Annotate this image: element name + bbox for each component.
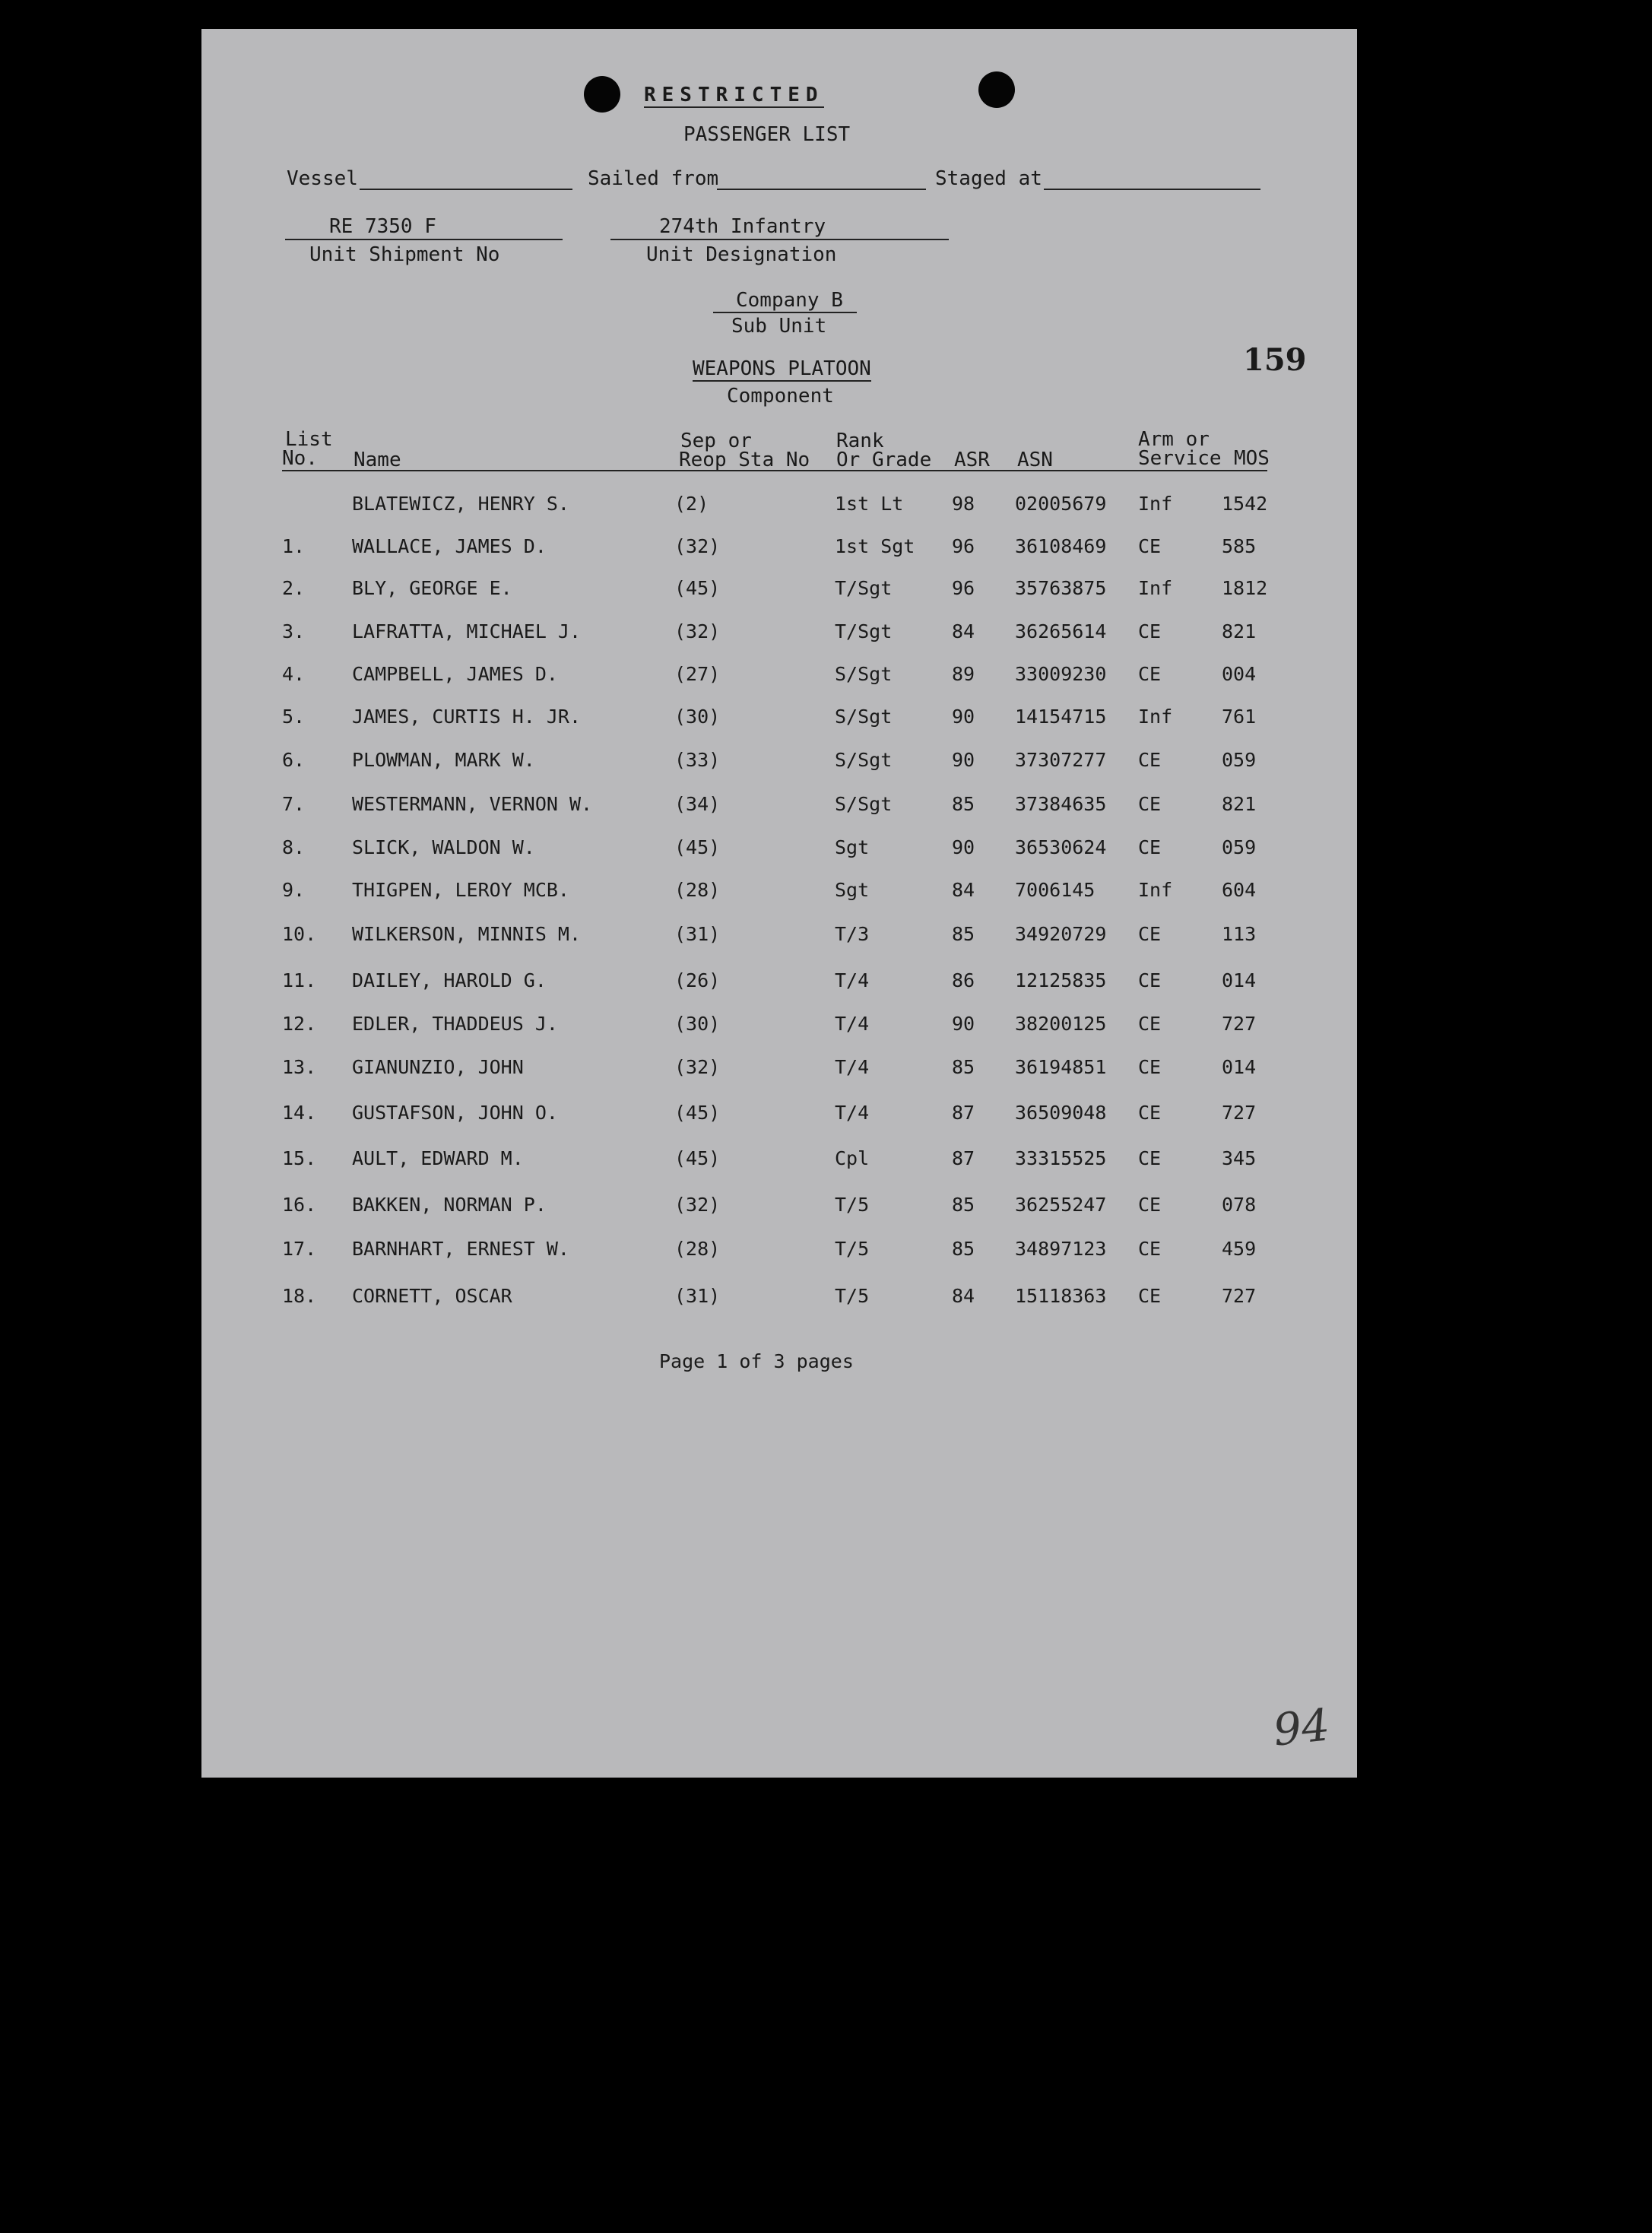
cell-arm-service: CE — [1138, 969, 1162, 991]
cell-passenger-name: THIGPEN, LEROY MCB. — [352, 879, 569, 901]
cell-list-no: 4. — [282, 663, 306, 685]
cell-list-no: 11. — [282, 969, 317, 991]
cell-asn: 15118363 — [1015, 1285, 1107, 1307]
shipment-number: RE 7350 F — [329, 215, 436, 238]
cell-passenger-name: EDLER, THADDEUS J. — [352, 1013, 558, 1035]
cell-sep-station: (34) — [674, 793, 721, 815]
col-rank-top: Rank — [836, 430, 884, 452]
cell-sep-station: (32) — [674, 620, 721, 642]
cell-arm-service: CE — [1138, 663, 1162, 685]
cell-asr: 85 — [952, 793, 975, 815]
cell-rank: S/Sgt — [835, 793, 893, 815]
cell-passenger-name: WESTERMANN, VERNON W. — [352, 793, 593, 815]
unit-designation-label: Unit Designation — [646, 243, 837, 266]
cell-mos: 014 — [1222, 1056, 1257, 1078]
cell-asn: 33009230 — [1015, 663, 1107, 685]
cell-asr: 85 — [952, 1056, 975, 1078]
cell-arm-service: CE — [1138, 1147, 1162, 1169]
cell-arm-service: CE — [1138, 749, 1162, 771]
cell-list-no: 16. — [282, 1194, 317, 1216]
cell-sep-station: (31) — [674, 923, 721, 945]
cell-asr: 86 — [952, 969, 975, 991]
cell-asr: 96 — [952, 535, 975, 557]
cell-sep-station: (30) — [674, 706, 721, 728]
shipment-number-line — [285, 239, 563, 240]
cell-arm-service: Inf — [1138, 879, 1173, 901]
cell-sep-station: (45) — [674, 1102, 721, 1124]
cell-arm-service: CE — [1138, 1285, 1162, 1307]
cell-list-no: 17. — [282, 1238, 317, 1260]
cell-list-no: 12. — [282, 1013, 317, 1035]
cell-asn: 36194851 — [1015, 1056, 1107, 1078]
sailed-from-label: Sailed from — [588, 167, 719, 190]
cell-list-no: 2. — [282, 577, 306, 599]
cell-asn: 14154715 — [1015, 706, 1107, 728]
cell-mos: 821 — [1222, 620, 1257, 642]
sub-unit: Company B — [713, 289, 857, 313]
cell-asn: 02005679 — [1015, 493, 1107, 515]
cell-sep-station: (33) — [674, 749, 721, 771]
cell-list-no: 7. — [282, 793, 306, 815]
cell-sep-station: (32) — [674, 1194, 721, 1216]
cell-asn: 37307277 — [1015, 749, 1107, 771]
cell-rank: Cpl — [835, 1147, 870, 1169]
cell-sep-station: (45) — [674, 1147, 721, 1169]
cell-sep-station: (31) — [674, 1285, 721, 1307]
shipment-number-label: Unit Shipment No — [309, 243, 500, 266]
cell-arm-service: Inf — [1138, 493, 1173, 515]
page-number: 159 — [1243, 342, 1307, 378]
cell-rank: T/3 — [835, 923, 870, 945]
cell-passenger-name: WALLACE, JAMES D. — [352, 535, 547, 557]
component: WEAPONS PLATOON — [693, 357, 871, 380]
vessel-field — [360, 189, 572, 190]
unit-designation-line — [610, 239, 949, 240]
cell-passenger-name: SLICK, WALDON W. — [352, 836, 535, 858]
cell-asn: 36255247 — [1015, 1194, 1107, 1216]
col-rank-bottom: Or Grade — [836, 449, 932, 471]
cell-list-no: 14. — [282, 1102, 317, 1124]
cell-passenger-name: BLATEWICZ, HENRY S. — [352, 493, 569, 515]
cell-arm-service: CE — [1138, 836, 1162, 858]
cell-passenger-name: CORNETT, OSCAR — [352, 1285, 512, 1307]
cell-list-no: 6. — [282, 749, 306, 771]
cell-sep-station: (27) — [674, 663, 721, 685]
cell-mos: 1542 — [1222, 493, 1268, 515]
cell-rank: T/Sgt — [835, 577, 893, 599]
col-sep-bottom: Reop Sta No — [679, 449, 810, 471]
cell-rank: T/4 — [835, 1013, 870, 1035]
cell-arm-service: Inf — [1138, 706, 1173, 728]
cell-sep-station: (32) — [674, 1056, 721, 1078]
cell-sep-station: (28) — [674, 1238, 721, 1260]
cell-asr: 90 — [952, 836, 975, 858]
col-arm-top: Arm or — [1138, 428, 1210, 451]
cell-arm-service: Inf — [1138, 577, 1173, 599]
cell-mos: 727 — [1222, 1013, 1257, 1035]
cell-rank: T/5 — [835, 1238, 870, 1260]
cell-arm-service: CE — [1138, 620, 1162, 642]
cell-mos: 014 — [1222, 969, 1257, 991]
handwritten-number: 94 — [1270, 1699, 1333, 1756]
cell-list-no: 1. — [282, 535, 306, 557]
cell-asn: 35763875 — [1015, 577, 1107, 599]
header-rule — [282, 470, 1267, 471]
cell-mos: 059 — [1222, 836, 1257, 858]
cell-asn: 33315525 — [1015, 1147, 1107, 1169]
cell-asn: 12125835 — [1015, 969, 1107, 991]
cell-list-no: 13. — [282, 1056, 317, 1078]
cell-sep-station: (45) — [674, 836, 721, 858]
cell-passenger-name: WILKERSON, MINNIS M. — [352, 923, 582, 945]
col-list-no-bottom: No. — [282, 447, 318, 470]
col-sep-top: Sep or — [680, 430, 752, 452]
cell-asn: 36530624 — [1015, 836, 1107, 858]
cell-list-no: 9. — [282, 879, 306, 901]
staged-at-field — [1044, 189, 1260, 190]
cell-asr: 96 — [952, 577, 975, 599]
cell-list-no: 5. — [282, 706, 306, 728]
component-label: Component — [727, 385, 834, 408]
vessel-label: Vessel — [287, 167, 358, 190]
page-of-pages: Page 1 of 3 pages — [659, 1350, 854, 1372]
cell-asr: 84 — [952, 1285, 975, 1307]
cell-list-no: 15. — [282, 1147, 317, 1169]
cell-mos: 113 — [1222, 923, 1257, 945]
cell-mos: 761 — [1222, 706, 1257, 728]
cell-sep-station: (32) — [674, 535, 721, 557]
punch-hole-left — [584, 76, 620, 113]
cell-mos: 078 — [1222, 1194, 1257, 1216]
cell-asn: 34897123 — [1015, 1238, 1107, 1260]
document-title: PASSENGER LIST — [683, 123, 851, 146]
cell-asr: 85 — [952, 1238, 975, 1260]
cell-arm-service: CE — [1138, 1013, 1162, 1035]
punch-hole-right — [978, 71, 1015, 108]
cell-passenger-name: BARNHART, ERNEST W. — [352, 1238, 569, 1260]
cell-mos: 459 — [1222, 1238, 1257, 1260]
cell-list-no: 18. — [282, 1285, 317, 1307]
cell-sep-station: (2) — [674, 493, 709, 515]
staged-at-label: Staged at — [935, 167, 1042, 190]
cell-asr: 85 — [952, 1194, 975, 1216]
cell-arm-service: CE — [1138, 793, 1162, 815]
cell-asn: 36108469 — [1015, 535, 1107, 557]
cell-passenger-name: AULT, EDWARD M. — [352, 1147, 524, 1169]
cell-arm-service: CE — [1138, 1238, 1162, 1260]
col-mos: MOS — [1234, 447, 1270, 470]
cell-mos: 727 — [1222, 1102, 1257, 1124]
unit-designation: 274th Infantry — [659, 215, 826, 238]
cell-rank: T/4 — [835, 1056, 870, 1078]
cell-sep-station: (30) — [674, 1013, 721, 1035]
cell-mos: 345 — [1222, 1147, 1257, 1169]
cell-rank: T/4 — [835, 969, 870, 991]
cell-list-no: 10. — [282, 923, 317, 945]
cell-arm-service: CE — [1138, 923, 1162, 945]
cell-asr: 89 — [952, 663, 975, 685]
cell-mos: 821 — [1222, 793, 1257, 815]
cell-arm-service: CE — [1138, 1194, 1162, 1216]
cell-asr: 87 — [952, 1147, 975, 1169]
cell-asn: 37384635 — [1015, 793, 1107, 815]
col-asn: ASN — [1017, 449, 1053, 471]
cell-passenger-name: LAFRATTA, MICHAEL J. — [352, 620, 582, 642]
cell-rank: T/Sgt — [835, 620, 893, 642]
cell-mos: 604 — [1222, 879, 1257, 901]
cell-arm-service: CE — [1138, 535, 1162, 557]
cell-rank: T/5 — [835, 1285, 870, 1307]
cell-arm-service: CE — [1138, 1056, 1162, 1078]
sub-unit-label: Sub Unit — [731, 315, 827, 338]
cell-asr: 90 — [952, 706, 975, 728]
cell-sep-station: (45) — [674, 577, 721, 599]
cell-asn: 7006145 — [1015, 879, 1096, 901]
cell-mos: 585 — [1222, 535, 1257, 557]
cell-mos: 059 — [1222, 749, 1257, 771]
cell-passenger-name: GIANUNZIO, JOHN — [352, 1056, 524, 1078]
cell-asn: 36265614 — [1015, 620, 1107, 642]
cell-rank: Sgt — [835, 879, 870, 901]
cell-rank: S/Sgt — [835, 663, 893, 685]
col-name: Name — [354, 449, 401, 471]
cell-rank: T/5 — [835, 1194, 870, 1216]
cell-mos: 1812 — [1222, 577, 1268, 599]
col-asr: ASR — [954, 449, 990, 471]
cell-asr: 90 — [952, 1013, 975, 1035]
cell-rank: 1st Sgt — [835, 535, 915, 557]
cell-asr: 84 — [952, 879, 975, 901]
cell-asr: 90 — [952, 749, 975, 771]
cell-asn: 34920729 — [1015, 923, 1107, 945]
cell-passenger-name: CAMPBELL, JAMES D. — [352, 663, 558, 685]
cell-asr: 87 — [952, 1102, 975, 1124]
cell-asr: 84 — [952, 620, 975, 642]
cell-sep-station: (28) — [674, 879, 721, 901]
cell-mos: 727 — [1222, 1285, 1257, 1307]
cell-passenger-name: GUSTAFSON, JOHN O. — [352, 1102, 558, 1124]
cell-passenger-name: PLOWMAN, MARK W. — [352, 749, 535, 771]
cell-passenger-name: BAKKEN, NORMAN P. — [352, 1194, 547, 1216]
restricted-label: RESTRICTED — [644, 84, 824, 106]
sailed-from-field — [717, 189, 926, 190]
cell-arm-service: CE — [1138, 1102, 1162, 1124]
cell-mos: 004 — [1222, 663, 1257, 685]
cell-passenger-name: DAILEY, HAROLD G. — [352, 969, 547, 991]
cell-asn: 36509048 — [1015, 1102, 1107, 1124]
cell-passenger-name: JAMES, CURTIS H. JR. — [352, 706, 582, 728]
cell-passenger-name: BLY, GEORGE E. — [352, 577, 512, 599]
cell-rank: S/Sgt — [835, 706, 893, 728]
cell-asr: 98 — [952, 493, 975, 515]
cell-rank: S/Sgt — [835, 749, 893, 771]
cell-asr: 85 — [952, 923, 975, 945]
cell-rank: Sgt — [835, 836, 870, 858]
cell-list-no: 8. — [282, 836, 306, 858]
col-arm-bottom: Service — [1138, 447, 1222, 470]
cell-rank: 1st Lt — [835, 493, 904, 515]
cell-rank: T/4 — [835, 1102, 870, 1124]
cell-list-no: 3. — [282, 620, 306, 642]
col-list-no-top: List — [285, 428, 333, 451]
cell-sep-station: (26) — [674, 969, 721, 991]
cell-asn: 38200125 — [1015, 1013, 1107, 1035]
document-page — [201, 29, 1357, 1778]
